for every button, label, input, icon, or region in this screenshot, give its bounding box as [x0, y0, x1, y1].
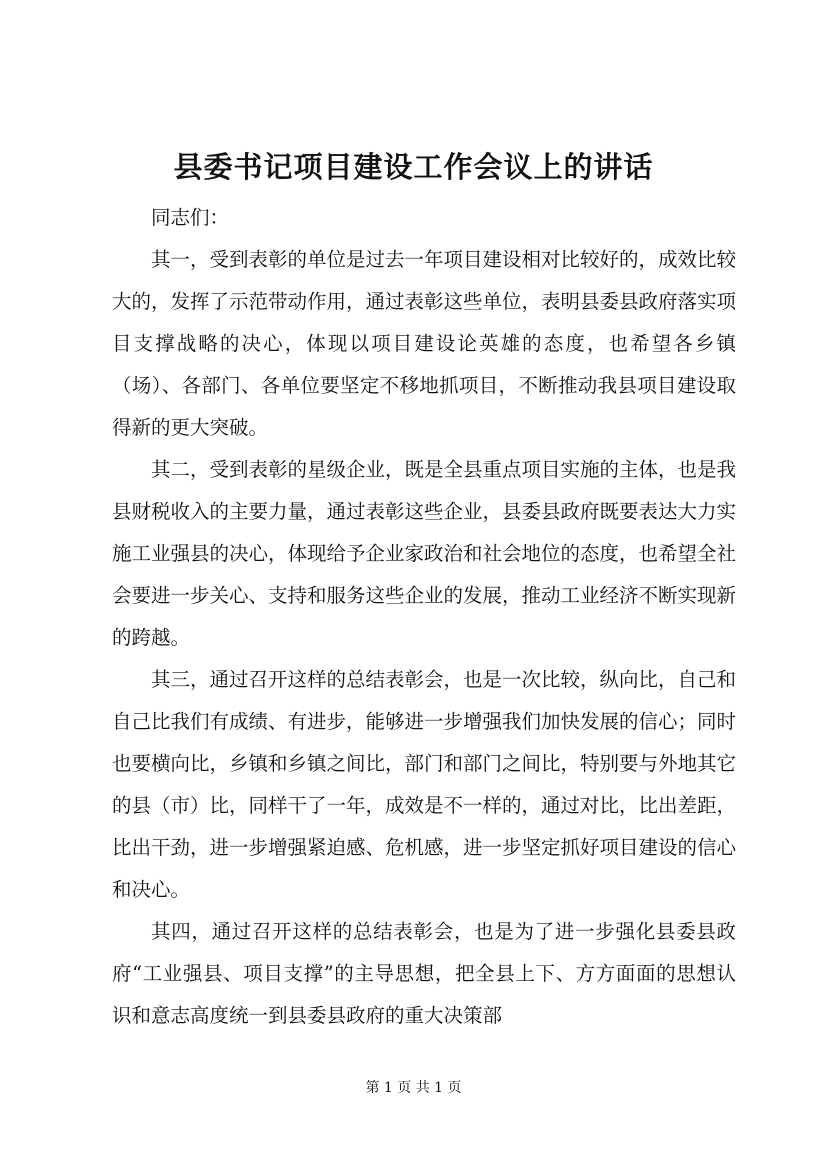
paragraph-2: 其二，受到表彰的星级企业，既是全县重点项目实施的主体，也是我县财税收入的主要力量，通过表彰这些企业，县委县政府既要表达大力实施工业强县的决心，体现给予企业家政治和社会地位的态度，也希望全社会要进一步关心、支持和服务这些企业的发展，推动工业经济不断实现新的跨越。	[112, 458, 737, 649]
document-body	[112, 197, 736, 1037]
page-number-footer: 第 1 页 共 1 页	[365, 1080, 462, 1096]
greeting: 同志们：	[151, 206, 230, 229]
paragraph-3: 其三，通过召开这样的总结表彰会，也是一次比较，纵向比，自己和自己比我们有成绩、有进步，能够进一步增强我们加快发展的信心；同时也要横向比，乡镇和乡镇之间比，部门和部门之间比，特别要与外地其它的县（市）比，同样干了一年，成效是不一样的，通过对比，比出差距，比出干劲，进一步增强紧迫感、危机感，进一步坚定抓好项目建设的信心和决心。	[112, 668, 737, 901]
document-title: 县委书记项目建设工作会议上的讲话	[173, 150, 654, 184]
paragraph-1: 其一，受到表彰的单位是过去一年项目建设相对比较好的，成效比较大的，发挥了示范带动作用，通过表彰这些单位，表明县委县政府落实项目支撑战略的决心，体现以项目建设论英雄的态度，也希望各乡镇（场）、各部门、各单位要坚定不移地抓项目，不断推动我县项目建设取得新的更大突破。	[112, 248, 737, 439]
paragraph-4: 其四，通过召开这样的总结表彰会，也是为了进一步强化县委县政府“工业强县、项目支撑”的主导思想，把全县上下、方方面面的思想认识和意志高度统一到县委县政府的重大决策部	[112, 920, 736, 1027]
